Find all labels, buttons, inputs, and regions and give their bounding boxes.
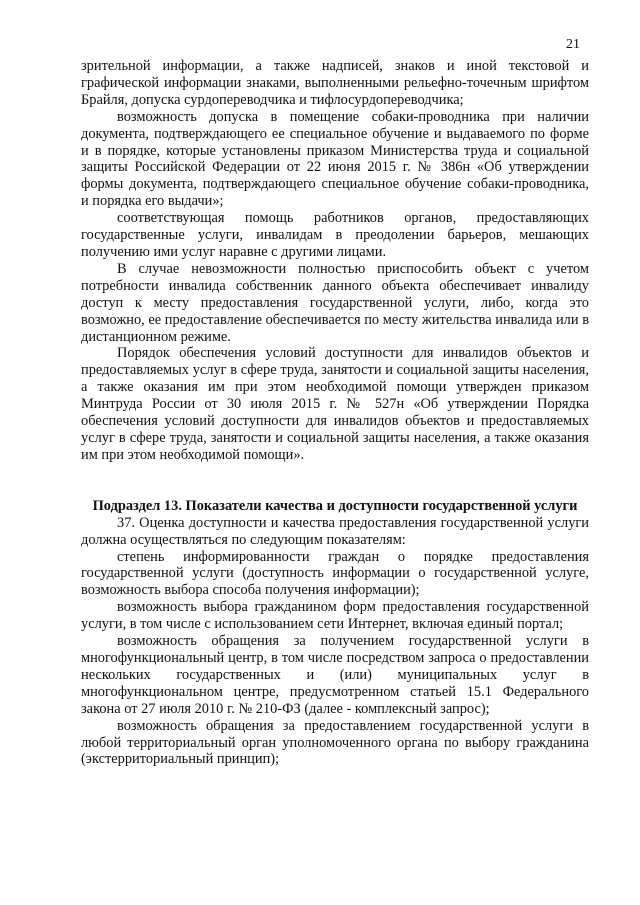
- paragraph: соответствующая помощь работников органов, предоставляющих государственные услуги, инвалидам в преодолении барьеров, мешающих получению ими услуг наравне с другими лицами.: [81, 210, 589, 260]
- paragraph: возможность обращения за предоставлением государственной услуги в любой территориальный орган уполномоченного органа по выбору гражданина (экстерриториальный принцип);: [81, 717, 589, 768]
- paragraph: возможность обращения за получением государственной услуги в многофункциональный центр, в том числе посредством запроса о предоставлении нескольких государственных и (или) муниципальных услуг в многофункциональном центре, предусмотренном статьей 15.1 Федерального закона от 27 июля 2010 г. № 210-ФЗ (далее - комплексный запрос);: [81, 633, 589, 717]
- paragraph-group-bottom: [81, 515, 589, 769]
- paragraph: степень информированности граждан о порядке предоставления государственной услуги (доступность информации о государственной услуге, возможность выбора способа получения информации);: [81, 548, 589, 599]
- paragraph: В случае невозможности полностью приспособить объект с учетом потребности инвалида собственник данного объекта обеспечивает инвалиду доступ к месту предоставления государственной услуги, либо, когда это возможно, ее предоставление обеспечивается по месту жительства инвалида или в дистанционном режиме.: [81, 260, 589, 345]
- paragraph-group-top: [81, 58, 589, 464]
- paragraph: зрительной информации, а также надписей, знаков и иной текстовой и графической информации знаками, выполненными рельефно-точечным шрифтом Брайля, допуска сурдопереводчика и тифлосурдопереводчика;: [81, 58, 589, 108]
- document-body: [81, 58, 589, 768]
- paragraph: Порядок обеспечения условий доступности для инвалидов объектов и предоставляемых услуг в сфере труда, занятости и социальной защиты населения, а также оказания им при этом необходимой помощи утвержден приказом Минтруда России от 30 июля 2015 г. № 527н «Об утверждении Порядка обеспечения условий доступности для инвалидов объектов и предоставляемых услуг в сфере труда, занятости и социальной защиты населения, а также оказания им при этом необходимой помощи».: [81, 345, 589, 463]
- section-heading: Подраздел 13. Показатели качества и доступности государственной услуги: [92, 497, 578, 514]
- paragraph: возможность выбора гражданином форм предоставления государственной услуги, в том числе с использованием сети Интернет, включая единый портал;: [81, 599, 589, 633]
- paragraph: возможность допуска в помещение собаки-проводника при наличии документа, подтверждающего ее специальное обучение и выдаваемого по форме и в порядке, которые установлены приказом Министерства труда и социальной защиты Российской Федерации от 22 июня 2015 г. № 386н «Об утверждении формы документа, подтверждающего специальное обучение собаки-проводника, и порядка его выдачи»;: [81, 108, 589, 210]
- paragraph: 37. Оценка доступности и качества предоставления государственной услуги должна осуществляться по следующим показателям:: [81, 514, 589, 548]
- page-number: 21: [566, 37, 580, 52]
